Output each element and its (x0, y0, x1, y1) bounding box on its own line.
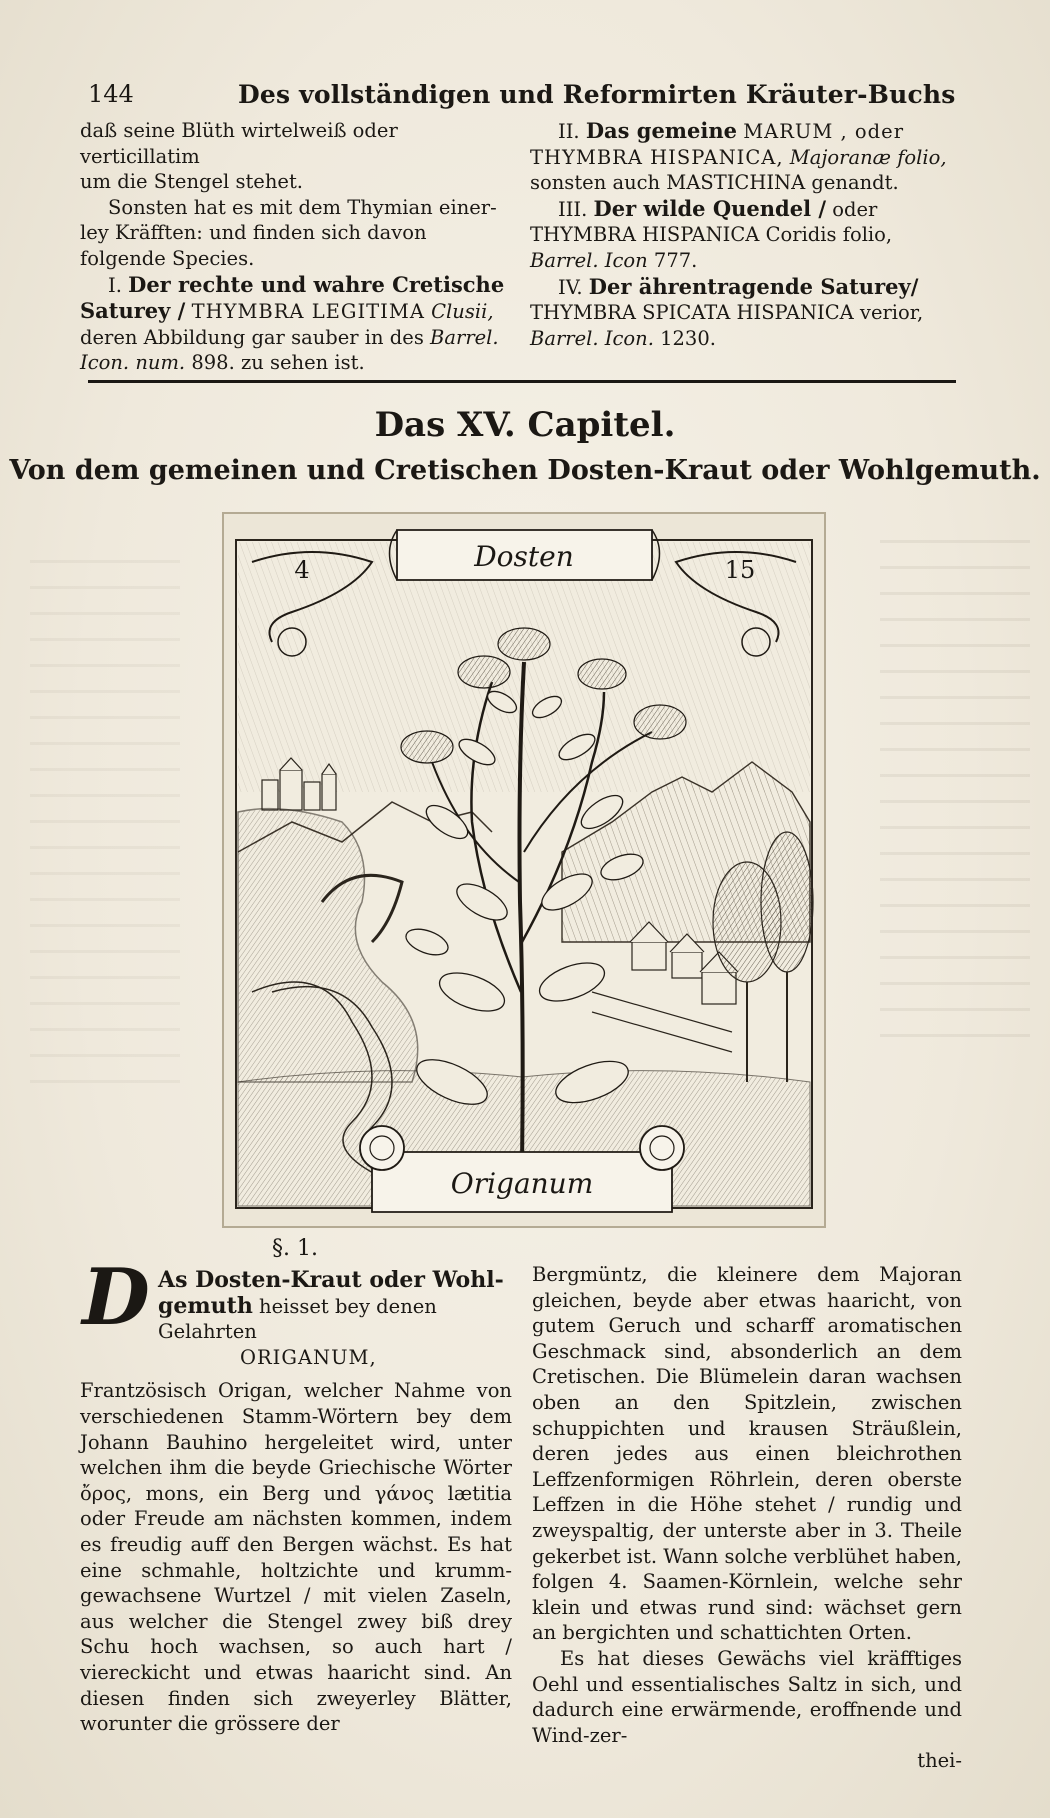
text-line: daß seine Blüth wirtelweiß oder verticillatim (80, 119, 398, 168)
bleed-through-texture (880, 540, 1030, 1040)
species-text: zu sehen ist. (240, 351, 365, 375)
catchword: thei- (917, 1749, 962, 1773)
species-name: Der wilde Quendel / (593, 195, 827, 221)
species-ref-number: 898. (191, 351, 235, 375)
species-ref-number: 777. (653, 248, 698, 272)
species-number: IV. (558, 275, 583, 299)
species-reference: Barrel. Icon (530, 248, 648, 272)
species-text: THYMBRA SPICATA HISPANICA verior, (530, 301, 924, 325)
drop-initial: D (82, 1252, 150, 1343)
lead-text: heisset bey denen Gelahrten (158, 1294, 437, 1344)
chapter-subtitle: Von dem gemeinen und Cretischen Dosten-Kraut oder Wohlgemuth. (9, 455, 1041, 486)
body-paragraph: Es hat dieses Gewächs viel kräfftiges Oehl und essentialisches Saltz in sich, und dadurch eine erwärmende, eroffnende und Wind-zer- (532, 1646, 962, 1747)
top-left-column (80, 118, 510, 376)
species-ref-number: 1230. (660, 326, 716, 350)
bleed-through-texture (30, 560, 180, 1100)
species-latin: THYMBRA LEGITIMA (191, 300, 425, 324)
species-number: I. (108, 273, 122, 297)
chapter-title: Das XV. Capitel. (374, 405, 676, 445)
lead-paragraph (80, 1268, 512, 1345)
running-title: Des vollständigen und Reformirten Kräuter-Buchs (238, 80, 956, 109)
species-item-4 (530, 274, 962, 352)
species-italic: Majoranæ folio, (789, 145, 947, 169)
plate-number-left: 4 (294, 556, 310, 584)
lead-latin-name: ORIGANUM, (240, 1345, 377, 1369)
body-paragraph: Frantzösisch Origan, welcher Nahme von verschiedenen Stamm-Wörtern bey dem Johann Bauhino hergeleitet wird, unter welchen ihm die beyde Griechische Wörter ὄρος, mons, ein Berg und γάνος lætitia oder Freude am nächsten kommen, indem es freudig auff den Bergen wächst. Es hat eine schmahle, holtzichte und krumm-gewachsene Wurtzel / mit vielen Zaseln, aus welcher die Stengel zwey biß drey Schu hoch wachsen, so auch hart / viereckicht und etwas haaricht sind. An diesen finden sich zweyerley Blätter, worunter die grössere der (80, 1379, 512, 1736)
species-item-1 (80, 272, 510, 376)
paragraph: Sonsten hat es mit dem Thymian einer-ley Kräfften: und finden sich davon folgende Species. (80, 195, 497, 270)
species-name: Der rechte und wahre Cretische Saturey / (80, 271, 505, 324)
origanum-engraving (232, 522, 816, 1218)
species-reference: Barrel. Icon. num. (80, 325, 499, 375)
text-line: um die Stengel stehet. (80, 170, 303, 194)
species-name: Der ährentragende Saturey/ (588, 273, 919, 299)
species-item-2 (530, 118, 962, 196)
engraving-plate (222, 512, 826, 1228)
species-number: III. (558, 197, 588, 221)
page-header (88, 80, 956, 116)
banner-top-label: Dosten (474, 540, 574, 573)
banner-bottom-label: Origanum (450, 1167, 594, 1200)
lead-bold-text: As Dosten-Kraut oder Wohl-gemuth (158, 1267, 504, 1319)
species-name: Das gemeine (585, 118, 737, 143)
plate-number-right: 15 (724, 556, 756, 584)
species-text: deren Abbildung gar sauber in des (80, 325, 424, 349)
top-right-column (530, 118, 962, 351)
body-paragraph: Bergmüntz, die kleinere dem Majoran gleichen, beyde aber etwas haaricht, von gutem Geruch und scharff aromatischen Geschmack sind, absonderlich an dem Cretischen. Die Blümelein daran wachsen oben an den Spitzlein, zwischen schuppichten und krausen Sträußlein, deren jedes aus einen bleichrothen Leffzenformigen Röhrlein, deren oberste Leffzen in die Höhe stehet / rundig und zweyspaltig, der unterste aber in 3. Theile gekerbet ist. Wann solche verblühet haben, folgen 4. Saamen-Körnlein, welche sehr klein und etwas rund sind: wächset gern an bergichten und schattichten Orten. (532, 1263, 962, 1645)
page-number: 144 (88, 80, 134, 108)
species-text: sonsten auch MASTICHINA genandt. (530, 171, 899, 195)
species-text: oder THYMBRA HISPANICA Coridis folio, (530, 197, 893, 247)
body-right-column (532, 1262, 962, 1774)
species-latin: MARUM , oder THYMBRA HISPANICA, (530, 120, 905, 169)
body-left-column (80, 1268, 512, 1737)
species-author: Clusii, (431, 300, 494, 324)
section-mark: §. 1. (272, 1236, 318, 1261)
species-number: II. (558, 120, 580, 143)
species-reference: Barrel. Icon. (530, 326, 654, 350)
species-item-3 (530, 196, 962, 274)
section-divider (88, 380, 956, 383)
